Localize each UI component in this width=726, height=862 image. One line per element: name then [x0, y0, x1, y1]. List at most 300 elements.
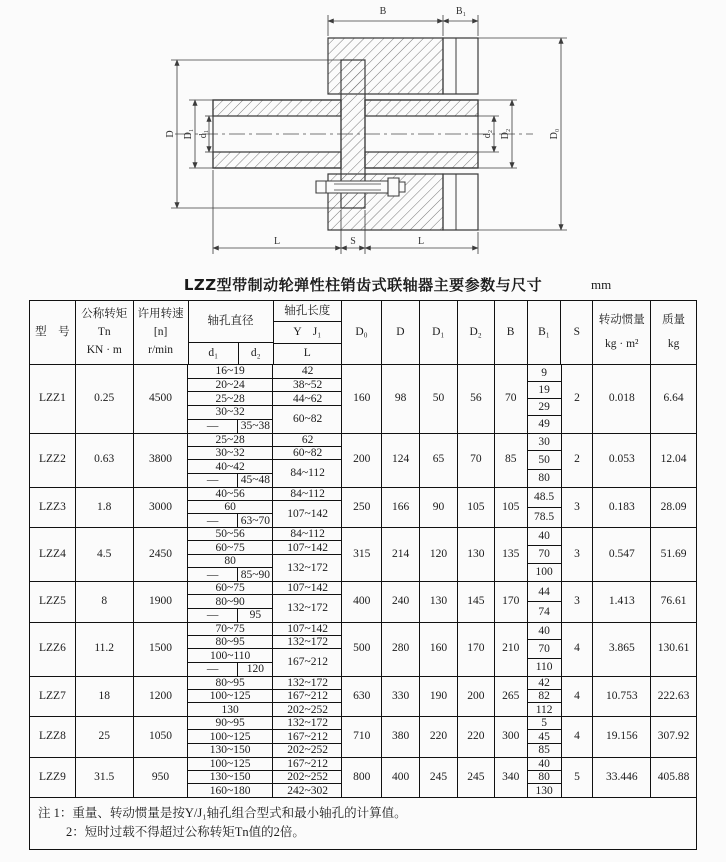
- coupling-drawing: [0, 2, 726, 266]
- bore-row: [188, 717, 342, 730]
- model-cell: LZZ3: [39, 500, 66, 513]
- b1-cell: 80: [528, 770, 561, 784]
- b1-cell: 130: [528, 784, 561, 797]
- speed-cell: 2450: [133, 528, 188, 581]
- bore-dia-cell: 60~75: [188, 541, 273, 555]
- parameters-table: [29, 300, 697, 850]
- model-cell: LZZ9: [39, 770, 66, 783]
- bore-dia-cell: 100~110: [188, 649, 273, 663]
- b1-row: [528, 365, 561, 382]
- table-rows: [30, 365, 696, 797]
- bore-length-block: [187, 528, 341, 581]
- bore-dia-cell: 130: [188, 703, 273, 716]
- d-cell: 214: [381, 528, 419, 581]
- model-cell: LZZ1: [39, 392, 66, 405]
- table-header: [30, 301, 696, 365]
- b1-subtable: [528, 582, 561, 622]
- b-cell: 105: [494, 488, 527, 528]
- torque-symbol: Tn: [97, 325, 111, 338]
- model-cell: LZZ4: [39, 547, 66, 560]
- bore-row: [188, 446, 342, 460]
- bore-row: [188, 677, 342, 690]
- d2-big-cell: 145: [457, 582, 494, 622]
- mass-cell: 405.88: [650, 758, 696, 798]
- s-cell: 3: [561, 582, 593, 622]
- bore-dia-cell: 60: [188, 500, 273, 514]
- speed-cell: 4500: [133, 365, 188, 433]
- mass-cell: 28.09: [650, 488, 696, 528]
- bore-length-cell: 132~172: [273, 677, 342, 690]
- note-2: 2：短时过载不得超过公称转矩Tn值的2倍。: [66, 824, 305, 839]
- bore-d2-cell: 35~38: [238, 419, 273, 432]
- d0-cell: 800: [341, 758, 381, 798]
- d-cell: 166: [381, 488, 419, 528]
- d-cell: 400: [381, 758, 419, 798]
- table-row: [30, 676, 696, 717]
- d0-cell: 630: [341, 677, 381, 717]
- bore-dia-cell: 100~125: [188, 758, 273, 771]
- bore-length-cell: 62: [273, 434, 342, 447]
- b1-cell: 48.5: [528, 488, 561, 508]
- model-cell: LZZ6: [39, 642, 66, 655]
- b1-cell: 100: [528, 564, 561, 581]
- torque-cell: 31.5: [75, 758, 133, 798]
- bore-length-cell: 60~82: [273, 446, 342, 460]
- bore-dia-cell: 25~28: [188, 392, 273, 406]
- bore-subtable: [188, 717, 342, 757]
- bore-d2-cell: 85~90: [238, 568, 273, 581]
- bore-row: [188, 595, 342, 609]
- d0-cell: 500: [341, 623, 381, 676]
- d1-big-cell: 190: [419, 677, 457, 717]
- bore-row: [188, 743, 342, 756]
- b1-block: [527, 758, 561, 798]
- inertia-cell: 33.446: [592, 758, 650, 798]
- col-header-D1: D₁: [419, 301, 457, 364]
- s-cell: 4: [561, 623, 593, 676]
- col-header-S: S: [560, 301, 592, 364]
- bore-dia-header: [189, 301, 274, 364]
- d2-big-cell: 105: [457, 488, 494, 528]
- unit-label: mm: [591, 277, 612, 292]
- bore-length-cell: 42: [273, 365, 342, 378]
- coupling-section-diagram: [113, 2, 613, 266]
- b1-subtable: [528, 365, 561, 433]
- col-header-D: D: [381, 301, 419, 364]
- b1-block: [527, 365, 561, 433]
- inertia-title: 转动惯量: [598, 313, 645, 326]
- b1-cell: 78.5: [528, 507, 561, 527]
- bore-row: [188, 488, 342, 501]
- torque-cell: 4.5: [75, 528, 133, 581]
- b1-block: [527, 528, 561, 581]
- bore-dia-cell: 20~24: [188, 378, 273, 392]
- bore-subtable: [188, 365, 342, 433]
- b-cell: 170: [494, 582, 527, 622]
- table-row: [30, 581, 696, 622]
- bore-d1-cell: —: [188, 608, 238, 621]
- d-cell: 240: [381, 582, 419, 622]
- b1-row: [528, 399, 561, 416]
- b1-block: [527, 677, 561, 717]
- col-header-yj1: Y J₁: [274, 321, 342, 342]
- bore-dia-cell: 80~90: [188, 595, 273, 609]
- speed-cell: 1900: [133, 582, 188, 622]
- b1-row: [528, 451, 561, 469]
- col-header-B: B: [494, 301, 527, 364]
- torque-title: 公称转矩: [81, 307, 128, 320]
- b1-row: [528, 703, 561, 716]
- bore-d2-cell: 63~70: [238, 514, 273, 527]
- table-row: [30, 527, 696, 581]
- dim-label-D2: D₂: [500, 128, 511, 140]
- s-cell: 5: [561, 758, 593, 798]
- d0-cell: 400: [341, 582, 381, 622]
- bore-dia-cell: 80~95: [188, 635, 273, 649]
- bore-length-cell: 107~142: [273, 541, 342, 555]
- d1-big-cell: 220: [419, 717, 457, 757]
- bore-row: [188, 758, 342, 771]
- speed-cell: 3000: [133, 488, 188, 528]
- bore-dia-cell: 160~180: [188, 784, 273, 797]
- b1-block: [527, 582, 561, 622]
- bore-dia-cell: 30~32: [188, 406, 273, 420]
- speed-symbol: [n]: [153, 325, 168, 338]
- d1-big-cell: 65: [419, 434, 457, 487]
- mass-cell: 51.69: [650, 528, 696, 581]
- bore-length-cell: 167~212: [273, 730, 342, 744]
- bore-row: [188, 554, 342, 568]
- inertia-cell: 1.413: [592, 582, 650, 622]
- b1-cell: 9: [528, 365, 561, 382]
- d1-big-cell: 130: [419, 582, 457, 622]
- d2-big-cell: 56: [457, 365, 494, 433]
- d2-big-cell: 170: [457, 623, 494, 676]
- bore-length-cell: 84~112: [273, 528, 342, 541]
- d1-big-cell: 120: [419, 528, 457, 581]
- inertia-cell: 10.753: [592, 677, 650, 717]
- b1-row: [528, 689, 561, 703]
- bore-row: [188, 582, 342, 595]
- col-header-torque: [75, 301, 133, 364]
- col-header-D0: D₀: [341, 301, 381, 364]
- bore-dia-cell: 16~19: [188, 365, 273, 378]
- d2-big-cell: 200: [457, 677, 494, 717]
- b1-cell: 70: [528, 640, 561, 658]
- b1-row: [528, 758, 561, 771]
- bore-row: [188, 784, 342, 797]
- col-header-mass: [650, 301, 696, 364]
- bore-dia-cell: 50~56: [188, 528, 273, 541]
- page-title: LZZ型带制动轮弹性柱销齿式联轴器主要参数与尺寸: [183, 276, 543, 294]
- table-row: [30, 365, 696, 433]
- table-row: [30, 622, 696, 676]
- col-header-model: 型 号: [35, 325, 70, 338]
- inertia-cell: 0.053: [592, 434, 650, 487]
- bore-length-block: [187, 488, 341, 528]
- bore-d1-cell: —: [188, 662, 238, 675]
- torque-unit: KN · m: [86, 343, 122, 356]
- b1-cell: 49: [528, 416, 561, 433]
- model-cell: LZZ7: [39, 689, 66, 702]
- mass-cell: 307.92: [650, 717, 696, 757]
- bore-length-cell: 44~62: [273, 392, 342, 406]
- bore-length-cell: 167~212: [273, 649, 342, 676]
- b1-row: [528, 416, 561, 433]
- b1-cell: 29: [528, 399, 561, 416]
- bore-d2-cell: 95: [238, 608, 273, 621]
- bore-subtable: [188, 623, 342, 676]
- s-cell: 4: [561, 677, 593, 717]
- b1-row: [528, 488, 561, 508]
- bore-length-cell: 132~172: [273, 717, 342, 730]
- bore-length-cell: 132~172: [273, 554, 342, 581]
- dim-label-d1: d₁: [198, 129, 209, 139]
- d2-big-cell: 70: [457, 434, 494, 487]
- bore-length-cell: 107~142: [273, 582, 342, 595]
- table-row: [30, 757, 696, 798]
- d2-big-cell: 220: [457, 717, 494, 757]
- s-cell: 2: [561, 365, 593, 433]
- torque-cell: 0.63: [75, 434, 133, 487]
- bore-length-block: [187, 758, 341, 798]
- b1-cell: 82: [528, 689, 561, 703]
- dim-lines-top: [328, 15, 478, 36]
- b1-cell: 85: [528, 743, 561, 756]
- b1-row: [528, 784, 561, 797]
- d1-big-cell: 90: [419, 488, 457, 528]
- speed-cell: 1500: [133, 623, 188, 676]
- b-cell: 85: [494, 434, 527, 487]
- bore-dia-cell: 80~95: [188, 677, 273, 690]
- bore-row: [188, 689, 342, 703]
- bore-row: [188, 378, 342, 392]
- bore-length-cell: 107~142: [273, 623, 342, 636]
- b1-row: [528, 743, 561, 756]
- b1-row: [528, 602, 561, 622]
- bore-length-cell: 167~212: [273, 758, 342, 771]
- bore-dia-cell: 130~150: [188, 770, 273, 784]
- bore-length-block: [187, 677, 341, 717]
- mass-cell: 76.61: [650, 582, 696, 622]
- bore-length-cell: 38~52: [273, 378, 342, 392]
- b1-cell: 40: [528, 758, 561, 771]
- table-row: [30, 487, 696, 528]
- dim-label-d2: d₂: [482, 129, 493, 139]
- bore-row: [188, 406, 342, 420]
- mass-cell: 130.61: [650, 623, 696, 676]
- s-cell: 4: [561, 717, 593, 757]
- bore-d1-cell: —: [188, 419, 238, 432]
- b1-cell: 112: [528, 703, 561, 716]
- bore-row: [188, 703, 342, 716]
- speed-cell: 950: [133, 758, 188, 798]
- b1-row: [528, 582, 561, 602]
- bore-length-block: [187, 365, 341, 433]
- bore-d2-cell: 45~48: [238, 473, 273, 486]
- torque-cell: 11.2: [75, 623, 133, 676]
- bore-length-cell: 84~112: [273, 460, 342, 487]
- d0-cell: 710: [341, 717, 381, 757]
- inertia-cell: 0.183: [592, 488, 650, 528]
- dim-label-B: B: [379, 6, 387, 17]
- bore-dia-cell: 130~150: [188, 743, 273, 756]
- bore-d2-cell: 120: [238, 662, 273, 675]
- bore-d1-cell: —: [188, 473, 238, 486]
- bore-subtable: [188, 677, 342, 717]
- inertia-cell: 0.547: [592, 528, 650, 581]
- bore-length-cell: 202~252: [273, 743, 342, 756]
- inertia-cell: 0.018: [592, 365, 650, 433]
- b1-cell: 110: [528, 658, 561, 675]
- d-cell: 124: [381, 434, 419, 487]
- b1-cell: 42: [528, 677, 561, 690]
- b1-row: [528, 564, 561, 581]
- b1-cell: 40: [528, 623, 561, 640]
- bore-length-cell: 167~212: [273, 689, 342, 703]
- col-header-speed: [133, 301, 188, 364]
- bore-length-cell: 242~302: [273, 784, 342, 797]
- dim-label-D1: D₁: [183, 128, 194, 140]
- col-header-d1: d₁: [208, 346, 219, 359]
- b1-cell: 80: [528, 469, 561, 486]
- bore-dia-cell: 90~95: [188, 717, 273, 730]
- elastic-pin: [316, 178, 405, 196]
- b1-cell: 5: [528, 717, 561, 730]
- d-cell: 98: [381, 365, 419, 433]
- b1-row: [528, 658, 561, 675]
- col-header-L: L: [274, 343, 342, 364]
- d2-big-cell: 245: [457, 758, 494, 798]
- bore-len-header: [274, 301, 342, 364]
- b1-block: [527, 623, 561, 676]
- dim-label-L-right: L: [417, 236, 425, 247]
- b1-row: [528, 770, 561, 784]
- d0-cell: 250: [341, 488, 381, 528]
- b1-row: [528, 507, 561, 527]
- b1-cell: 44: [528, 582, 561, 602]
- bore-d1-cell: —: [188, 514, 238, 527]
- note-1: 注 1：重量、转动惯量是按Y/J₁轴孔组合型式和最小轴孔的计算值。: [38, 806, 407, 820]
- speed-title: 许用转速: [137, 307, 184, 320]
- bore-length-block: [187, 623, 341, 676]
- bore-dia-cell: 70~75: [188, 623, 273, 636]
- bore-length-cell: 84~112: [273, 488, 342, 501]
- col-header-B1: B₁: [527, 301, 561, 364]
- b1-cell: 50: [528, 451, 561, 469]
- model-cell: LZZ5: [39, 595, 66, 608]
- b1-cell: 19: [528, 382, 561, 399]
- col-header-inertia: [592, 301, 650, 364]
- b1-row: [528, 528, 561, 545]
- bore-length-cell: 202~252: [273, 703, 342, 716]
- speed-unit: r/min: [148, 343, 174, 356]
- bore-row: [188, 623, 342, 636]
- mass-cell: 6.64: [650, 365, 696, 433]
- bore-length-cell: 132~172: [273, 595, 342, 622]
- d-cell: 280: [381, 623, 419, 676]
- d1-big-cell: 50: [419, 365, 457, 433]
- dim-label-B1: B₁: [455, 6, 467, 17]
- dim-label-D0: D₀: [549, 128, 560, 140]
- b1-row: [528, 545, 561, 563]
- b1-cell: 70: [528, 545, 561, 563]
- b1-cell: 74: [528, 602, 561, 622]
- speed-cell: 1050: [133, 717, 188, 757]
- dim-label-D: D: [165, 130, 176, 138]
- bore-length-block: [187, 434, 341, 487]
- bore-subtable: [188, 528, 342, 581]
- bore-subtable: [188, 434, 342, 487]
- d1-big-cell: 245: [419, 758, 457, 798]
- b1-subtable: [528, 623, 561, 676]
- bore-subtable: [188, 488, 342, 528]
- b1-row: [528, 382, 561, 399]
- table-notes: [30, 797, 696, 849]
- bore-row: [188, 500, 342, 514]
- speed-cell: 3800: [133, 434, 188, 487]
- b1-subtable: [528, 528, 561, 581]
- b-cell: 210: [494, 623, 527, 676]
- b1-row: [528, 640, 561, 658]
- bore-dia-title: 轴孔直径: [207, 314, 254, 327]
- s-cell: 3: [561, 528, 593, 581]
- b1-row: [528, 730, 561, 744]
- bore-len-title: 轴孔长度: [284, 304, 331, 317]
- bore-row: [188, 541, 342, 555]
- bore-dia-cell: 100~125: [188, 730, 273, 744]
- bore-length-block: [187, 717, 341, 757]
- bore-row: [188, 365, 342, 378]
- d0-cell: 200: [341, 434, 381, 487]
- d-cell: 330: [381, 677, 419, 717]
- bore-d1-cell: —: [188, 568, 238, 581]
- b-cell: 300: [494, 717, 527, 757]
- b1-cell: 45: [528, 730, 561, 744]
- s-cell: 3: [561, 488, 593, 528]
- b1-block: [527, 488, 561, 528]
- b-cell: 70: [494, 365, 527, 433]
- b1-row: [528, 623, 561, 640]
- d0-cell: 160: [341, 365, 381, 433]
- model-cell: LZZ8: [39, 730, 66, 743]
- torque-cell: 18: [75, 677, 133, 717]
- bore-row: [188, 770, 342, 784]
- bore-row: [188, 730, 342, 744]
- b1-subtable: [528, 677, 561, 717]
- inertia-unit: kg · m²: [604, 337, 639, 350]
- torque-cell: 0.25: [75, 365, 133, 433]
- bore-length-cell: 132~172: [273, 635, 342, 649]
- col-header-d2: d₂: [238, 343, 273, 364]
- mass-unit: kg: [667, 337, 680, 350]
- dim-label-S: S: [350, 236, 356, 247]
- bore-row: [188, 649, 342, 663]
- torque-cell: 8: [75, 582, 133, 622]
- d1-big-cell: 160: [419, 623, 457, 676]
- col-header-bore: [188, 301, 342, 364]
- bore-dia-cell: 40~56: [188, 488, 273, 501]
- torque-cell: 1.8: [75, 488, 133, 528]
- b1-row: [528, 677, 561, 690]
- inertia-cell: 19.156: [592, 717, 650, 757]
- bore-dia-cell: 30~32: [188, 446, 273, 460]
- mass-title: 质量: [662, 313, 686, 326]
- b-cell: 135: [494, 528, 527, 581]
- d-cell: 380: [381, 717, 419, 757]
- d2-big-cell: 130: [457, 528, 494, 581]
- table-row: [30, 433, 696, 487]
